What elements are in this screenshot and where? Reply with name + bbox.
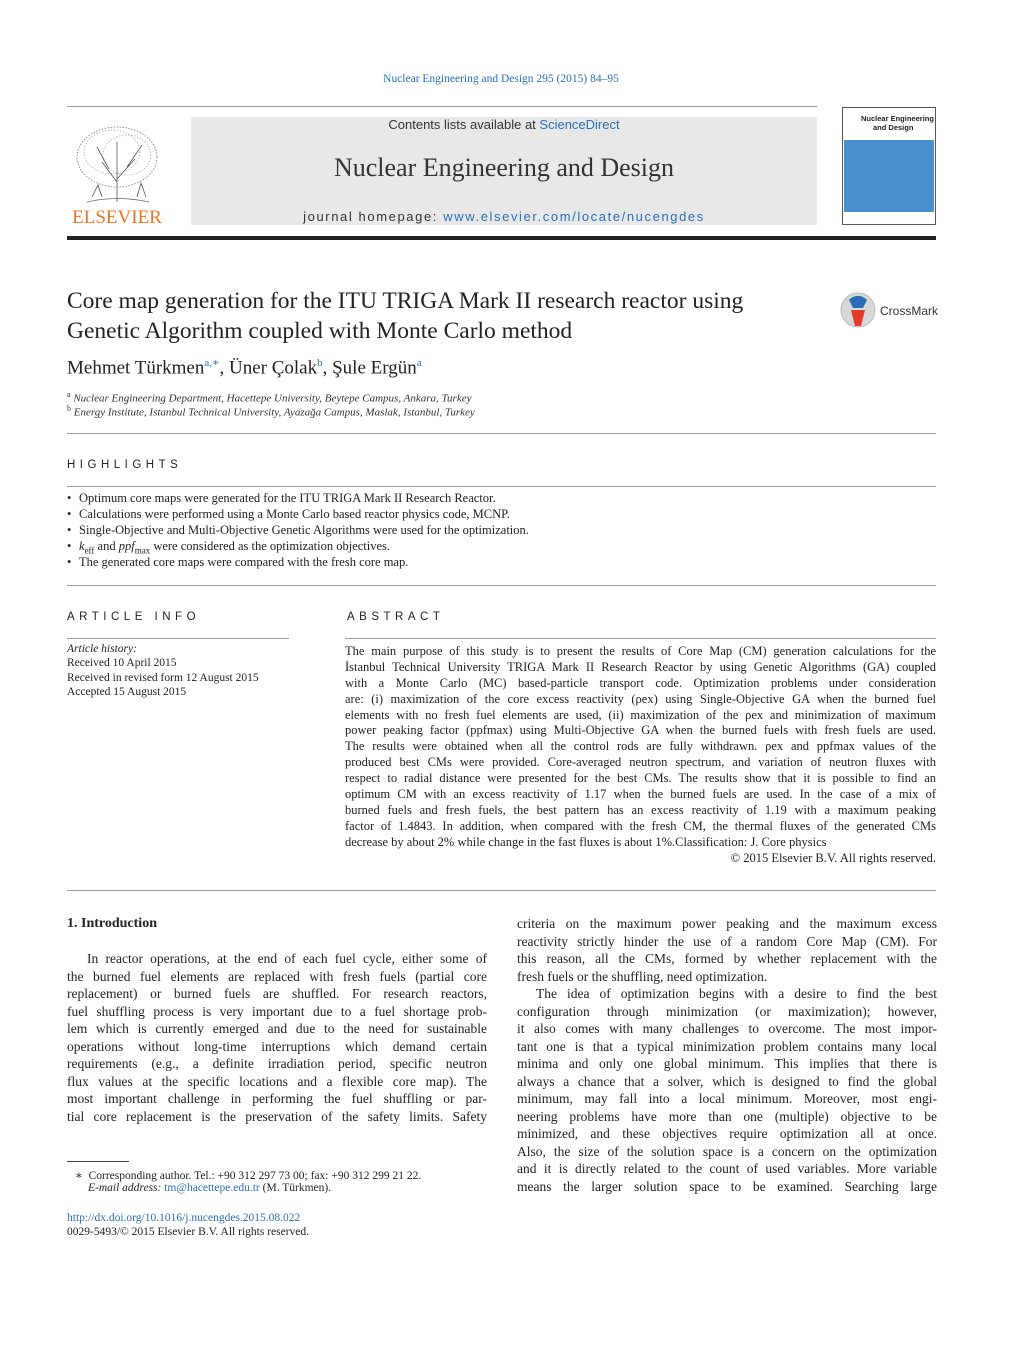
author-separator: ,	[219, 357, 229, 379]
bullet: •	[67, 491, 72, 505]
footnote-rule	[67, 1161, 129, 1162]
author-affil-mark[interactable]: b	[317, 357, 323, 369]
crossmark-label: CrossMark	[880, 304, 939, 318]
abstract-line: İstanbul Technical University TRIGA Mark II Research Reactor by using Genetic Algorithms (GA) coupled	[345, 660, 936, 674]
article-title	[67, 286, 827, 346]
crossmark-badge[interactable]	[839, 290, 939, 330]
header-thick-rule	[67, 236, 936, 240]
bullet: •	[67, 539, 72, 553]
contents-prefix: Contents lists available at	[388, 117, 540, 132]
email-link[interactable]: tm@hacettepe.edu.tr	[164, 1182, 260, 1194]
highlight-text-keff: $k_{eff}$ and ppf$_{max}$ were considered as the optimization objectives.	[79, 539, 391, 556]
highlight-item	[67, 507, 510, 522]
cover-title	[861, 114, 934, 132]
body-line: fresh fuels or the shuffling, need optimization.	[517, 969, 768, 984]
footnote-text: Corresponding author. Tel.: +90 312 297 73 00; fax: +90 312 299 21 22.	[88, 1170, 422, 1182]
title-line-1: Core map generation for the ITU TRIGA Mark II research reactor using	[67, 288, 744, 314]
doi-link[interactable]: http://dx.doi.org/10.1016/j.nucengdes.2015.08.022	[67, 1212, 301, 1224]
highlight-text: Calculations were performed using a Monte Carlo based reactor physics code, MCNP.	[79, 507, 510, 521]
body-line: operations without long-time interruptions which demand certain	[67, 1039, 487, 1054]
body-line: replacement) or burned fuels are shuffled. For research reactors,	[67, 986, 487, 1001]
abstract-line: decrease by about 2% while change in the fast fluxes is about 1%.Classification: J. Core physics	[345, 835, 827, 849]
body-line: minima and only one global minimum. This implies that there is	[517, 1056, 937, 1071]
bullet: •	[67, 507, 72, 521]
email-label: E-mail address:	[88, 1182, 165, 1194]
email-suffix: (M. Türkmen).	[259, 1182, 332, 1194]
divider	[67, 585, 936, 586]
author-name[interactable]: Mehmet Türkmen	[67, 357, 205, 379]
highlight-text: Optimum core maps were generated for the ITU TRIGA Mark II Research Reactor.	[79, 491, 496, 505]
homepage-link[interactable]: www.elsevier.com/locate/nucengdes	[443, 209, 705, 224]
body-line: always a chance that a solver, which is designed to find the global	[517, 1074, 937, 1089]
body-line: reactivity strictly hinder the use of a random Core Map (CM). For	[517, 934, 937, 949]
header-rule	[67, 106, 817, 107]
section-heading-introduction: 1. Introduction	[67, 916, 157, 931]
body-line: In reactor operations, at the end of each fuel cycle, either some of	[87, 951, 487, 966]
body-line: requirements (e.g., a definite irradiation period, specific neutron	[67, 1056, 487, 1071]
highlights-label: HIGHLIGHTS	[67, 459, 183, 471]
body-line: neering problems have more than one (multiple) objective to be	[517, 1109, 937, 1124]
affiliation-a	[67, 390, 471, 405]
journal-reference[interactable]: Nuclear Engineering and Design 295 (2015) 84–95	[383, 73, 619, 85]
highlight-text: The generated core maps were compared with the fresh core map.	[79, 555, 409, 569]
footnote-mark: ∗	[75, 1170, 83, 1182]
doi-line	[67, 1212, 300, 1224]
highlight-item	[67, 539, 390, 556]
elsevier-wordmark: ELSEVIER	[72, 207, 162, 227]
cover-artwork	[844, 140, 934, 212]
abstract-line: The results were obtained when all the control rods are fully withdrawn. ρex and ppfmax values of the	[345, 739, 936, 753]
body-line: Also, the size of the solution space is a concern on the optimization	[517, 1144, 937, 1159]
divider	[67, 638, 289, 639]
abstract-line: factor of 1.4843. In addition, when compared with the fresh CM, the thermal fluxes of the generated CMs	[345, 819, 936, 833]
divider	[67, 433, 936, 434]
body-line: criteria on the maximum power peaking and the maximum excess	[517, 916, 937, 931]
bullet: •	[67, 523, 72, 537]
body-line: means the larger solution space to be examined. Searching large	[517, 1179, 937, 1194]
accepted-date: Accepted 15 August 2015	[67, 686, 187, 698]
homepage-prefix: journal homepage:	[303, 209, 444, 224]
body-line: The idea of optimization begins with a desire to find the best	[536, 986, 937, 1001]
abstract-line: elements with no fresh fuel elements are used, (ii) maximization of the ρex and minimization of maximum	[345, 708, 936, 722]
divider	[67, 486, 936, 487]
abstract-copyright: © 2015 Elsevier B.V. All rights reserved.	[730, 851, 936, 865]
affiliation-mark: b	[67, 404, 71, 413]
issn-copyright: 0029-5493/© 2015 Elsevier B.V. All rights reserved.	[67, 1226, 310, 1238]
body-line: and it is directly related to the count of used variables. More variable	[517, 1161, 937, 1176]
abstract-line: produced best CMs were provided. Core-averaged neutron spectrum, and variation of neutron fluxes with	[345, 755, 936, 769]
highlight-item	[67, 555, 408, 570]
abstract-line: burned fuels and fresh fuels, the best pattern has an excess reactivity of 1.19 with a maximum peaking	[345, 803, 936, 817]
article-info-label: ARTICLE INFO	[67, 611, 201, 623]
corresponding-author-note	[75, 1168, 421, 1182]
author-separator: ,	[322, 357, 333, 379]
sciencedirect-link[interactable]: ScienceDirect	[539, 117, 620, 132]
abstract-line: power peaking factor (ppfmax) using Multi-Objective GA when the burned fuels with fresh fuels are used.	[345, 723, 936, 737]
body-line: the burned fuel elements are replaced with fresh fuels (partial core	[67, 969, 487, 984]
highlight-item	[67, 523, 529, 538]
divider	[345, 638, 936, 639]
contents-line	[191, 117, 817, 132]
body-line: it also comes with many challenges to overcome. The most impor-	[517, 1021, 937, 1036]
body-line: most important challenge in performing the fuel shuffling or par-	[67, 1091, 487, 1106]
affiliation-text: Energy Institute, Istanbul Technical University, Ayazağa Campus, Maslak, Istanbul, Turkey	[73, 406, 475, 419]
title-line-2: Genetic Algorithm coupled with Monte Carlo method	[67, 318, 573, 344]
elsevier-logo[interactable]	[67, 117, 167, 227]
bullet: •	[67, 555, 72, 569]
author-list	[67, 356, 422, 379]
affiliation-b	[67, 404, 475, 419]
article-history-label: Article history:	[67, 643, 137, 655]
author-affil-mark[interactable]: a,∗	[204, 357, 220, 369]
journal-title: Nuclear Engineering and Design	[333, 153, 675, 182]
abstract-line: are: (i) maximization of the core excess reactivity (ρex) using Single-Objective GA when the burned fuel	[345, 692, 936, 706]
author-name[interactable]: Üner Çolak	[228, 357, 318, 379]
cover-title-line-2: and Design	[873, 123, 914, 132]
abstract-line: respect to radial distance were presented for the best CMs. The results show that it is possible to find an	[345, 771, 936, 785]
highlight-text: Single-Objective and Multi-Objective Genetic Algorithms were used for the optimization.	[79, 523, 529, 537]
email-note	[88, 1182, 331, 1194]
divider	[67, 890, 936, 891]
body-line: this reason, all the CMs, formed by whether replacement with the	[517, 951, 937, 966]
highlight-item	[67, 491, 496, 506]
abstract-line: optimum CM with an excess reactivity of 1.17 when the burned fuels are used. In the case of a mix of	[345, 787, 936, 801]
journal-cover-thumbnail[interactable]	[842, 107, 936, 225]
affiliation-text: Nuclear Engineering Department, Hacettepe University, Beytepe Campus, Ankara, Turkey	[73, 392, 472, 405]
author-name[interactable]: Şule Ergün	[332, 357, 417, 379]
body-line: flux values at the specific locations and a flexible core map). The	[67, 1074, 487, 1089]
received-date: Received 10 April 2015	[67, 657, 177, 669]
body-line: lem which is currently emerged and due to the need for sustainable	[67, 1021, 487, 1036]
affiliation-mark: a	[67, 390, 71, 399]
body-line: minimum, may fall into a local minimum. Moreover, most engi-	[517, 1091, 937, 1106]
abstract-label: ABSTRACT	[347, 611, 445, 623]
body-line: fuel shuffling process is very important due to a fuel shortage prob-	[67, 1004, 487, 1019]
body-line: minimized, and these objectives require optimization all at once.	[517, 1126, 937, 1141]
abstract-line: The main purpose of this study is to present the results of Core Map (CM) generation calculations for the	[345, 644, 936, 658]
abstract-line: with a Monte Carlo (MC) based-particle transport code. Optimization problems under consideration	[345, 676, 936, 690]
revised-date: Received in revised form 12 August 2015	[67, 672, 259, 684]
body-line: tant one is that a typical minimization problem contains many local	[517, 1039, 937, 1054]
journal-homepage	[191, 209, 817, 224]
body-line: tial core replacement is the preservation of the safety limits. Safety	[67, 1109, 487, 1124]
author-affil-mark[interactable]: a	[416, 357, 422, 369]
cover-title-line-1: Nuclear Engineering	[861, 114, 934, 123]
body-line: configuration through minimization (or maximization); however,	[517, 1004, 937, 1019]
